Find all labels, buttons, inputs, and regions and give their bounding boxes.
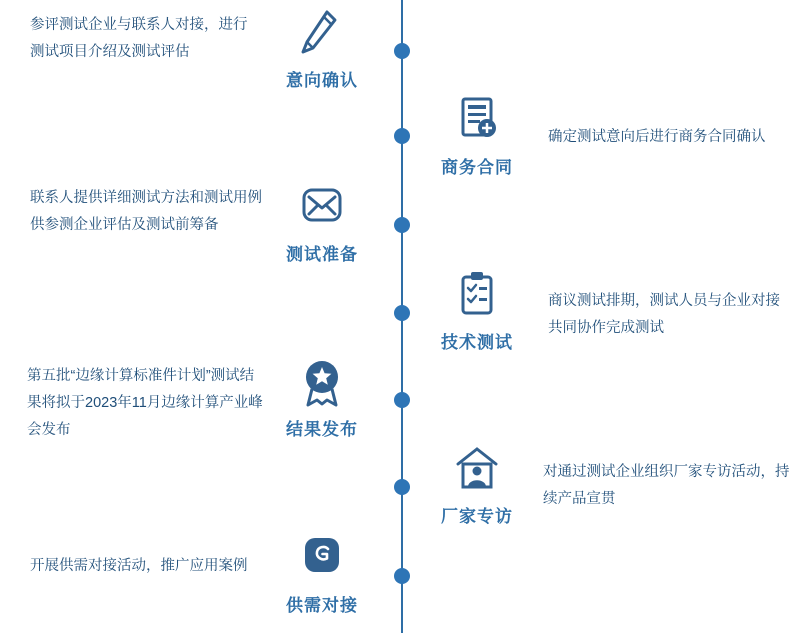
envelope-icon bbox=[279, 182, 365, 236]
step-label-technical-test: 技术测试 bbox=[441, 333, 513, 352]
step-desc-supply-demand-matching: 开展供需对接活动，推广应用案例 bbox=[30, 558, 248, 574]
timeline-dot-test-preparation bbox=[394, 217, 410, 233]
step-icon-intent-confirm bbox=[279, 8, 365, 91]
step-icon-business-contract bbox=[434, 95, 520, 178]
chat-bubble-icon bbox=[279, 533, 365, 587]
factory-visit-icon bbox=[434, 444, 520, 498]
step-desc-result-release: 第五批“边缘计算标准件计划”测试结果将拟于2023年11月边缘计算产业峰会发布 bbox=[27, 368, 263, 438]
step-label-result-release: 结果发布 bbox=[286, 420, 358, 439]
step-desc-business-contract: 确定测试意向后进行商务合同确认 bbox=[548, 129, 766, 145]
pen-icon bbox=[279, 8, 365, 62]
step-icon-test-preparation bbox=[279, 182, 365, 265]
step-icon-supply-demand-matching bbox=[279, 533, 365, 616]
timeline-dot-intent-confirm bbox=[394, 43, 410, 59]
timeline-dot-technical-test bbox=[394, 305, 410, 321]
badge-star-icon bbox=[279, 357, 365, 411]
step-desc-intent-confirm: 参评测试企业与联系人对接，进行测试项目介绍及测试评估 bbox=[30, 17, 248, 60]
step-icon-result-release bbox=[279, 357, 365, 440]
step-desc-test-preparation: 联系人提供详细测试方法和测试用例供参测企业评估及测试前筹备 bbox=[30, 190, 262, 233]
step-label-test-preparation: 测试准备 bbox=[286, 245, 358, 264]
timeline-dot-supply-demand-matching bbox=[394, 568, 410, 584]
step-label-factory-visit: 厂家专访 bbox=[441, 507, 513, 526]
timeline-dot-factory-visit bbox=[394, 479, 410, 495]
step-icon-technical-test bbox=[434, 270, 520, 353]
clipboard-check-icon bbox=[434, 270, 520, 324]
step-desc-technical-test: 商议测试排期，测试人员与企业对接共同协作完成测试 bbox=[548, 293, 780, 336]
timeline-dot-result-release bbox=[394, 392, 410, 408]
timeline-dot-business-contract bbox=[394, 128, 410, 144]
step-label-supply-demand-matching: 供需对接 bbox=[286, 596, 358, 615]
document-add-icon bbox=[434, 95, 520, 149]
step-desc-factory-visit: 对通过测试企业组织厂家专访活动，持续产品宣贯 bbox=[543, 464, 790, 507]
step-label-intent-confirm: 意向确认 bbox=[286, 71, 358, 90]
step-label-business-contract: 商务合同 bbox=[441, 158, 513, 177]
step-icon-factory-visit bbox=[434, 444, 520, 527]
